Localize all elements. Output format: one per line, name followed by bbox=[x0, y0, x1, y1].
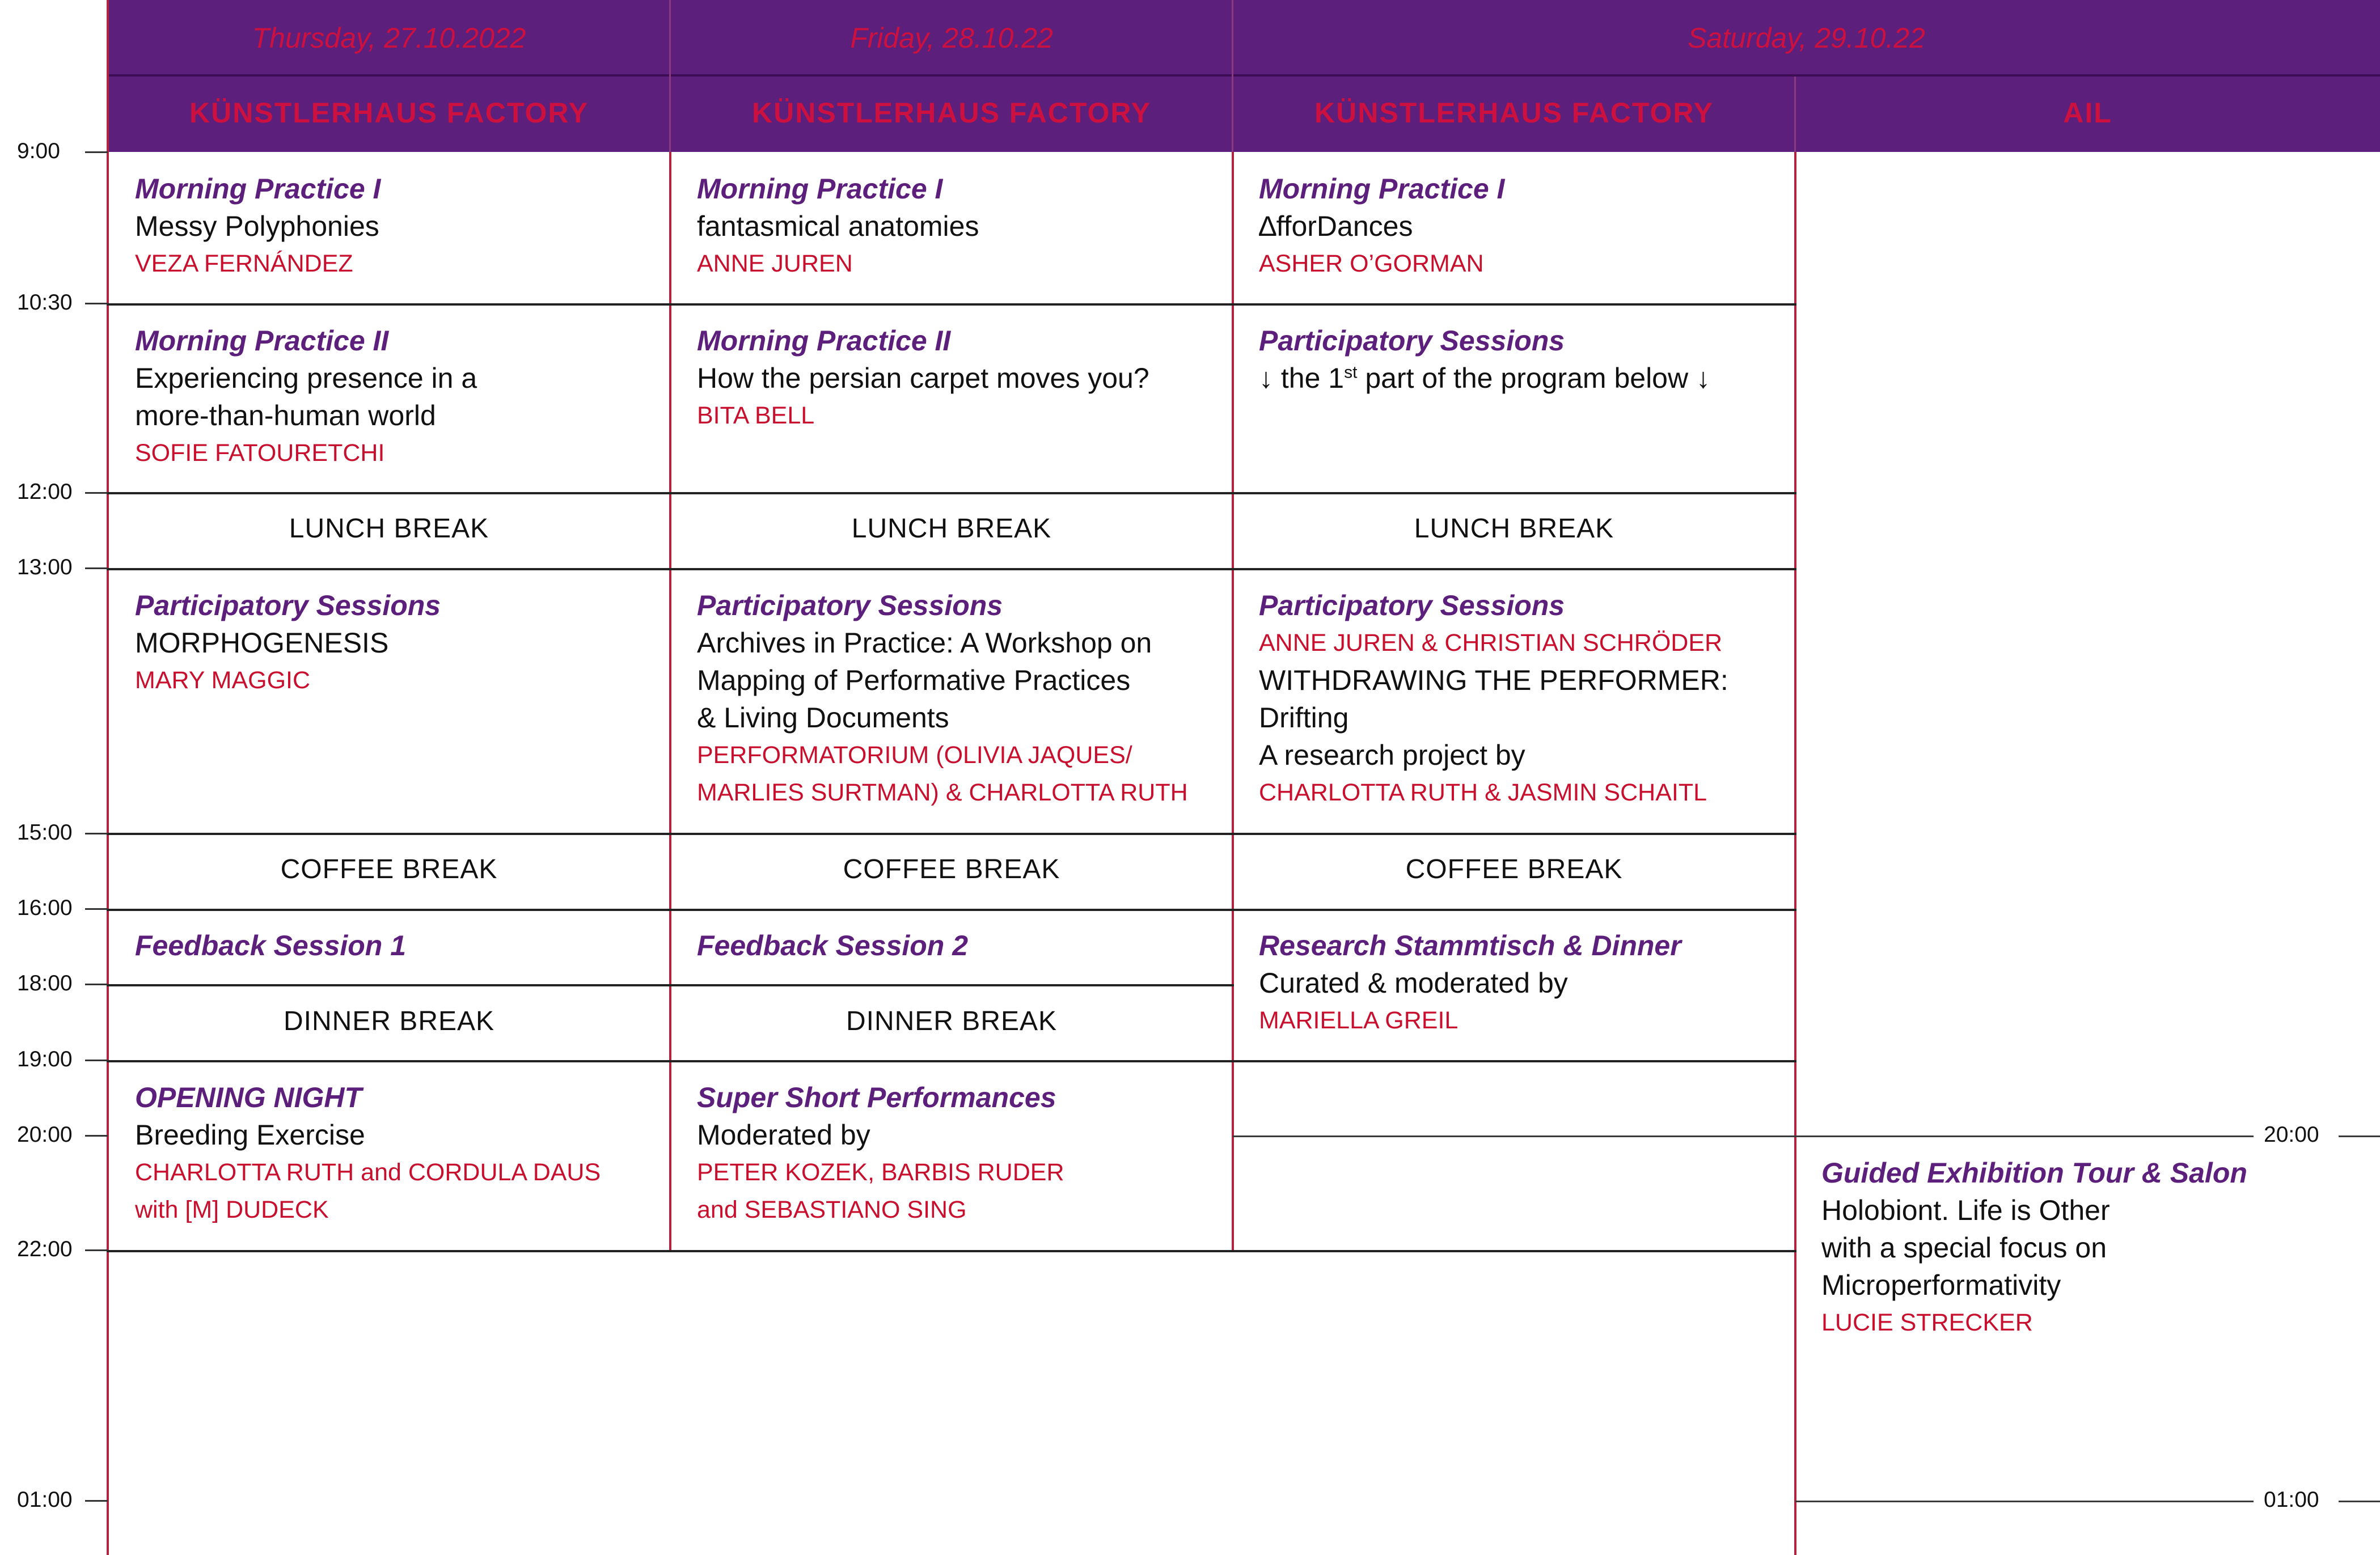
session-presenter: MARLIES SURTMAN) & CHARLOTTA RUTH bbox=[697, 779, 1188, 806]
session-category: OPENING NIGHT bbox=[135, 1082, 362, 1113]
header-divider bbox=[108, 74, 2380, 77]
right-time-label: 20:00 bbox=[2264, 1122, 2319, 1147]
thursday-feedback-session bbox=[135, 927, 406, 964]
session-description: A research project by bbox=[1259, 739, 1525, 771]
session-description: with a special focus on bbox=[1821, 1232, 2107, 1264]
row-line bbox=[107, 1250, 1796, 1252]
session-title: ∆fforDances bbox=[1259, 210, 1413, 242]
row-line bbox=[1233, 1135, 2254, 1137]
session-title: Archives in Practice: A Workshop on bbox=[697, 627, 1152, 659]
friday-feedback-session bbox=[697, 927, 968, 964]
time-tick bbox=[85, 1249, 108, 1251]
time-label: 10:30 bbox=[17, 290, 73, 315]
column-line bbox=[1232, 152, 1234, 1251]
thursday-opening-night bbox=[135, 1079, 601, 1228]
time-tick bbox=[85, 1500, 108, 1502]
session-category: Morning Practice I bbox=[697, 173, 943, 205]
venue-thursday: KÜNSTLERHAUS FACTORY bbox=[189, 97, 589, 129]
friday-participatory-session bbox=[697, 587, 1188, 811]
session-title: How the persian carpet moves you? bbox=[697, 362, 1149, 394]
time-tick bbox=[85, 984, 108, 985]
row-line bbox=[107, 303, 1796, 306]
session-title: fantasmical anatomies bbox=[697, 210, 979, 242]
session-category: Feedback Session 2 bbox=[697, 930, 969, 961]
session-title: WITHDRAWING THE PERFORMER: bbox=[1259, 664, 1728, 696]
row-line bbox=[2339, 1135, 2380, 1137]
session-title: & Living Documents bbox=[697, 702, 949, 734]
time-label: 12:00 bbox=[17, 480, 73, 504]
time-label: 18:00 bbox=[17, 971, 73, 995]
session-title: Moderated by bbox=[697, 1119, 870, 1151]
column-line bbox=[107, 0, 109, 1555]
session-category: Morning Practice II bbox=[697, 325, 951, 357]
session-presenter: MARIELLA GREIL bbox=[1259, 1007, 1459, 1034]
friday-super-short-performances bbox=[697, 1079, 1064, 1228]
band-divider bbox=[1232, 0, 1233, 152]
saturday-coffee-break: COFFEE BREAK bbox=[1405, 854, 1623, 884]
day-thursday: Thursday, 27.10.2022 bbox=[252, 22, 526, 54]
time-label: 19:00 bbox=[17, 1047, 73, 1071]
session-title: Holobiont. Life is Other bbox=[1821, 1194, 2110, 1226]
session-presenter: CHARLOTTA RUTH & JASMIN SCHAITL bbox=[1259, 779, 1707, 806]
time-tick bbox=[85, 492, 108, 494]
session-note bbox=[1259, 359, 1710, 397]
venue-friday: KÜNSTLERHAUS FACTORY bbox=[752, 97, 1151, 129]
session-title: Messy Polyphonies bbox=[135, 210, 379, 242]
thursday-morning-practice-2 bbox=[135, 322, 477, 472]
session-title: more-than-human world bbox=[135, 400, 436, 431]
session-category: Participatory Sessions bbox=[697, 590, 1003, 621]
time-tick bbox=[85, 567, 108, 569]
thursday-lunch-break: LUNCH BREAK bbox=[289, 514, 489, 544]
right-time-label: 01:00 bbox=[2264, 1488, 2319, 1512]
session-category: Morning Practice I bbox=[1259, 173, 1505, 205]
row-line bbox=[107, 492, 1796, 494]
time-label: 20:00 bbox=[17, 1122, 73, 1147]
thursday-morning-practice-1 bbox=[135, 170, 381, 282]
venue-ail: AIL bbox=[2063, 97, 2112, 129]
session-category: Super Short Performances bbox=[697, 1082, 1056, 1113]
friday-morning-practice-1 bbox=[697, 170, 979, 282]
time-label: 9:00 bbox=[17, 139, 60, 163]
time-tick bbox=[85, 833, 108, 834]
session-presenter: and SEBASTIANO SING bbox=[697, 1196, 967, 1223]
session-title: Curated & moderated by bbox=[1259, 967, 1568, 999]
session-category: Research Stammtisch & Dinner bbox=[1259, 930, 1681, 961]
session-category: Participatory Sessions bbox=[1259, 590, 1565, 621]
friday-morning-practice-2 bbox=[697, 322, 1149, 434]
row-line bbox=[2339, 1501, 2380, 1502]
row-line bbox=[1795, 1501, 2254, 1502]
session-presenter: MARY MAGGIC bbox=[135, 667, 311, 694]
time-label: 13:00 bbox=[17, 555, 73, 579]
session-category: Participatory Sessions bbox=[1259, 325, 1565, 357]
session-presenter: ANNE JUREN & CHRISTIAN SCHRÖDER bbox=[1259, 629, 1723, 656]
note-text: ↓ the 1 bbox=[1259, 362, 1345, 394]
time-tick bbox=[85, 151, 108, 153]
thursday-participatory-session bbox=[135, 587, 441, 699]
time-tick bbox=[85, 908, 108, 910]
day-saturday: Saturday, 29.10.22 bbox=[1688, 22, 1925, 54]
session-presenter: ANNE JUREN bbox=[697, 250, 853, 277]
session-category: Participatory Sessions bbox=[135, 590, 441, 621]
time-tick bbox=[85, 1135, 108, 1137]
row-line bbox=[107, 568, 1796, 570]
session-category: Morning Practice I bbox=[135, 173, 381, 205]
day-friday: Friday, 28.10.22 bbox=[850, 22, 1053, 54]
time-label: 16:00 bbox=[17, 896, 73, 920]
thursday-coffee-break: COFFEE BREAK bbox=[280, 854, 498, 884]
session-title: Microperformativity bbox=[1821, 1269, 2061, 1301]
row-line bbox=[107, 984, 1234, 986]
session-presenter: LUCIE STRECKER bbox=[1821, 1309, 2033, 1336]
session-presenter: with [M] DUDECK bbox=[135, 1196, 329, 1223]
session-title: Breeding Exercise bbox=[135, 1119, 365, 1151]
time-tick bbox=[85, 1060, 108, 1061]
session-presenter: BITA BELL bbox=[697, 402, 815, 429]
column-line bbox=[1794, 152, 1796, 1555]
session-presenter: SOFIE FATOURETCHI bbox=[135, 439, 385, 467]
thursday-dinner-break: DINNER BREAK bbox=[283, 1006, 495, 1036]
note-superscript: st bbox=[1344, 363, 1358, 382]
session-category: Morning Practice II bbox=[135, 325, 389, 357]
time-label: 01:00 bbox=[17, 1488, 73, 1512]
session-presenter: VEZA FERNÁNDEZ bbox=[135, 250, 353, 277]
time-tick bbox=[85, 303, 108, 304]
saturday-research-stammtisch bbox=[1259, 927, 1681, 1039]
band-divider bbox=[669, 0, 671, 152]
session-title: Experiencing presence in a bbox=[135, 362, 477, 394]
column-line bbox=[669, 152, 671, 1251]
row-line bbox=[107, 909, 1796, 911]
row-line bbox=[107, 833, 1796, 835]
saturday-participatory-session bbox=[1259, 587, 1728, 811]
session-title: Mapping of Performative Practices bbox=[697, 664, 1131, 696]
session-presenter: PERFORMATORIUM (OLIVIA JAQUES/ bbox=[697, 742, 1132, 769]
saturday-morning-practice-1 bbox=[1259, 170, 1504, 282]
session-title: Drifting bbox=[1259, 702, 1349, 734]
ail-guided-tour bbox=[1821, 1154, 2247, 1341]
row-line bbox=[107, 1060, 1796, 1062]
session-title: MORPHOGENESIS bbox=[135, 627, 389, 659]
time-label: 15:00 bbox=[17, 820, 73, 845]
venue-saturday: KÜNSTLERHAUS FACTORY bbox=[1314, 97, 1714, 129]
session-presenter: CHARLOTTA RUTH and CORDULA DAUS bbox=[135, 1159, 601, 1186]
friday-lunch-break: LUNCH BREAK bbox=[851, 514, 1052, 544]
saturday-participatory-sessions-note bbox=[1259, 322, 1710, 397]
time-label: 22:00 bbox=[17, 1237, 73, 1261]
friday-dinner-break: DINNER BREAK bbox=[846, 1006, 1058, 1036]
session-presenter: ASHER O’GORMAN bbox=[1259, 250, 1484, 277]
saturday-lunch-break: LUNCH BREAK bbox=[1414, 514, 1614, 544]
note-text: part of the program below ↓ bbox=[1357, 362, 1710, 394]
band-divider bbox=[1794, 77, 1796, 152]
friday-coffee-break: COFFEE BREAK bbox=[843, 854, 1060, 884]
session-category: Feedback Session 1 bbox=[135, 930, 407, 961]
session-category: Guided Exhibition Tour & Salon bbox=[1821, 1157, 2247, 1189]
session-presenter: PETER KOZEK, BARBIS RUDER bbox=[697, 1159, 1064, 1186]
